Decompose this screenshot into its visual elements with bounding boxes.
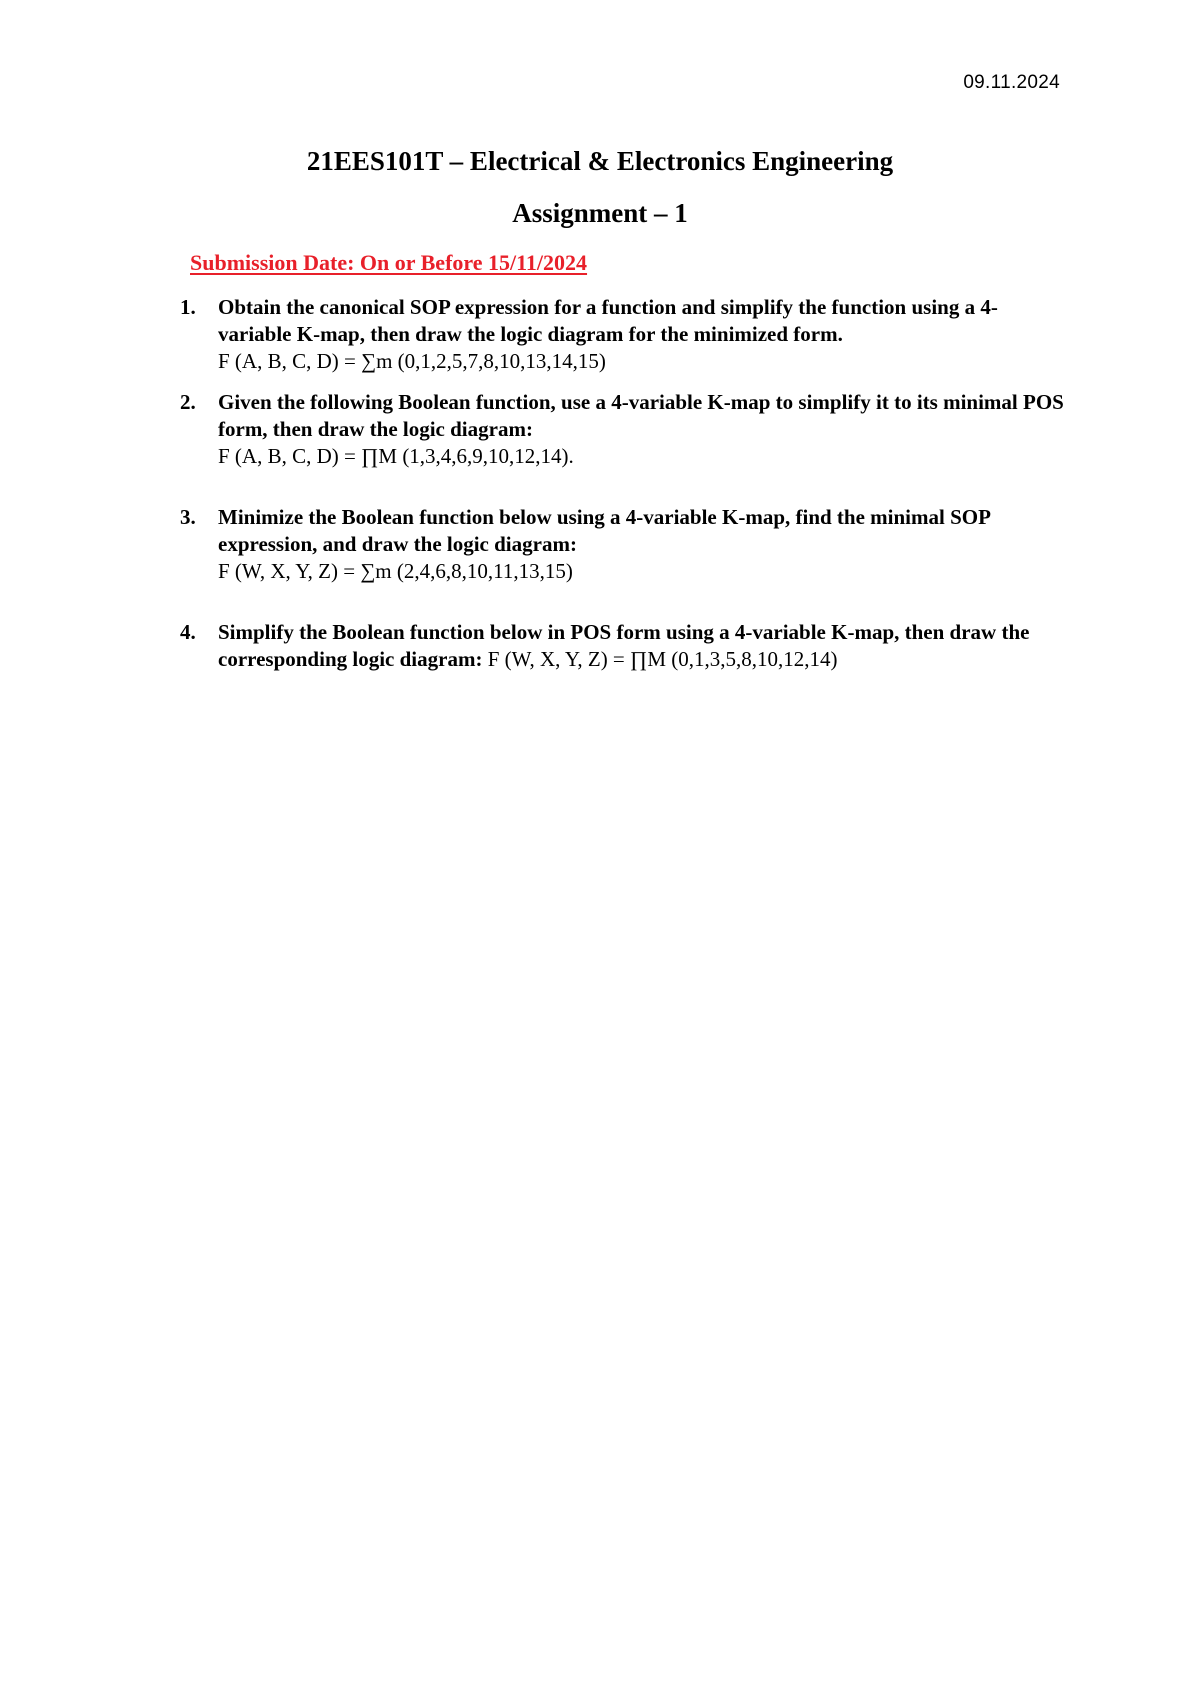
question-expression: F (A, B, C, D) = ∏M (1,3,4,6,9,10,12,14). xyxy=(218,444,574,468)
question-number: 4. xyxy=(180,620,196,644)
submission-date: Submission Date: On or Before 15/11/2024 xyxy=(190,250,588,275)
course-title: 21EES101T – Electrical & Electronics Engineering xyxy=(306,146,894,176)
question-text: Given the following Boolean function, use a 4-variable K-map to simplify it to its minimal POS form, then draw the logic diagram: xyxy=(218,390,1064,441)
question-item xyxy=(180,389,1070,470)
assignment-title: Assignment – 1 xyxy=(512,198,688,228)
question-number: 3. xyxy=(180,505,196,529)
question-number: 1. xyxy=(180,295,196,319)
question-body xyxy=(218,619,1070,673)
question-expression: F (A, B, C, D) = ∑m (0,1,2,5,7,8,10,13,14,15) xyxy=(218,349,606,373)
document-date: 09.11.2024 xyxy=(963,72,1060,93)
question-item xyxy=(180,294,1070,375)
question-item xyxy=(180,619,1070,673)
question-text: Minimize the Boolean function below using a 4-variable K-map, find the minimal SOP expression, and draw the logic diagram: xyxy=(218,505,990,556)
question-number: 2. xyxy=(180,390,196,414)
question-expression: F (W, X, Y, Z) = ∑m (2,4,6,8,10,11,13,15) xyxy=(218,559,573,583)
question-text: Obtain the canonical SOP expression for a function and simplify the function using a 4-variable K-map, then draw the logic diagram for the minimized form. xyxy=(218,295,998,346)
question-expression: F (W, X, Y, Z) = ∏M (0,1,3,5,8,10,12,14) xyxy=(487,647,838,671)
question-text: Simplify the Boolean function below in POS form using a 4-variable K-map, then draw the corresponding logic diagram: xyxy=(218,620,1030,671)
question-item xyxy=(180,504,1070,585)
question-list xyxy=(180,294,1070,673)
